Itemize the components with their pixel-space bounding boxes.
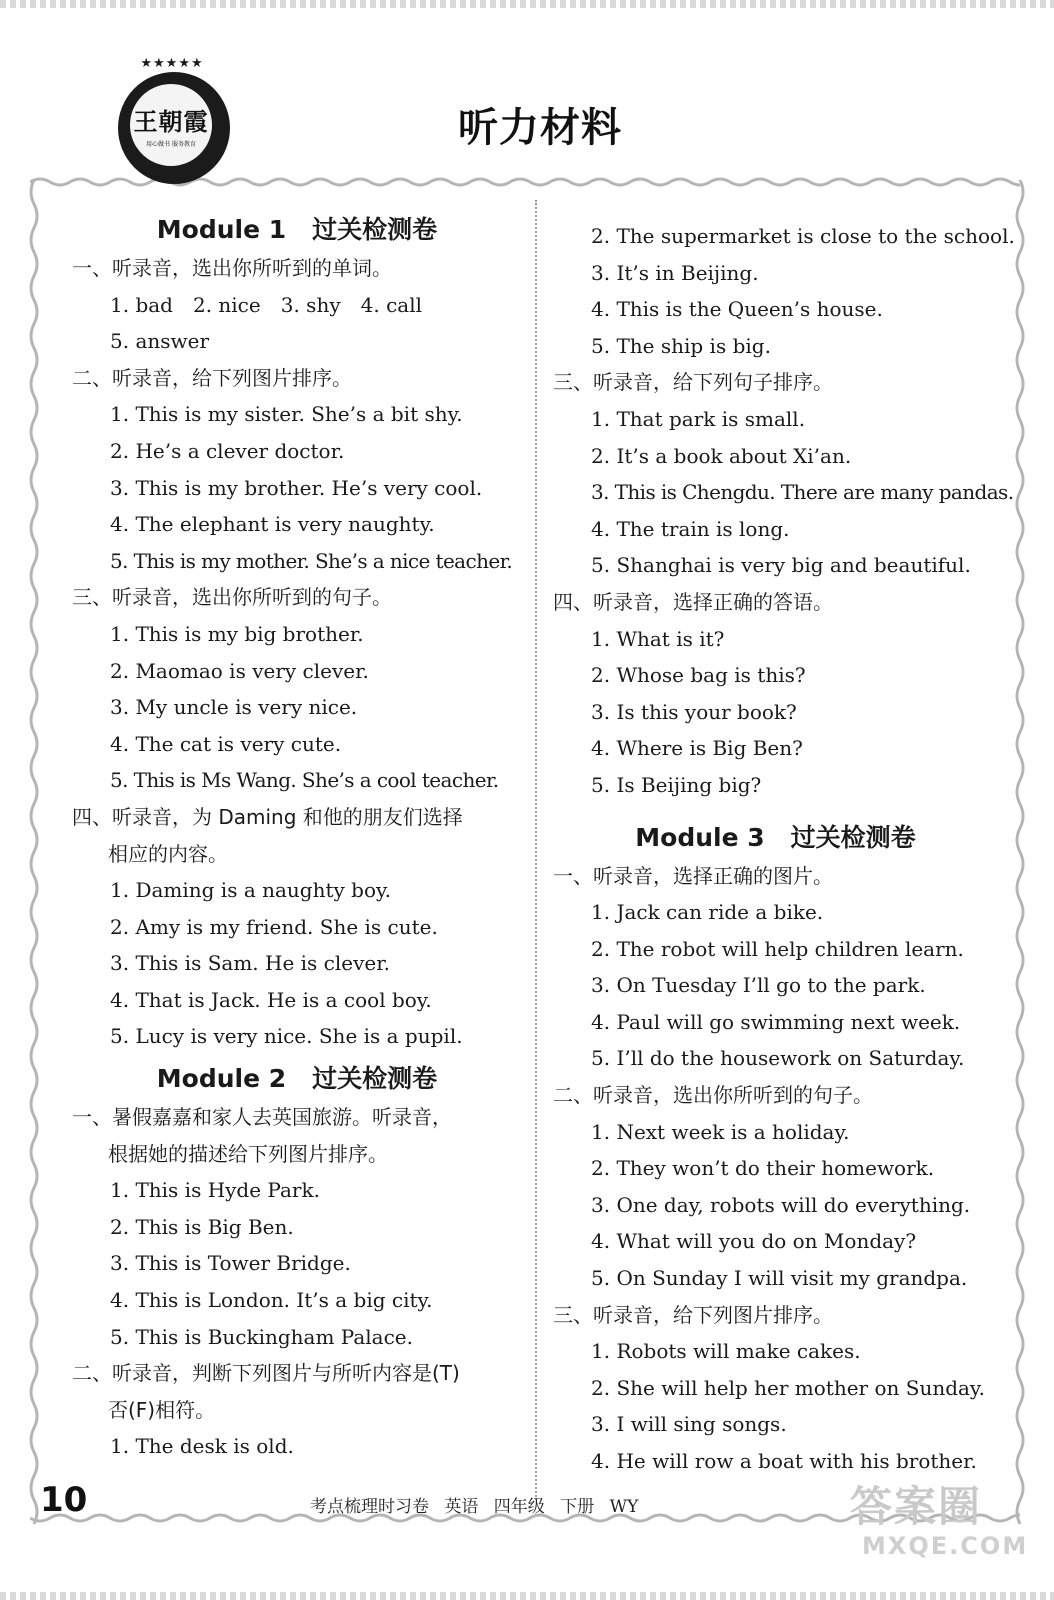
m2-s2-heading-line1: 二、听录音，判断下列图片与所听内容是(T)	[72, 1361, 460, 1386]
list-item: 2. This is Big Ben.	[110, 1214, 294, 1239]
m1-section-2-heading: 二、听录音，给下列图片排序。	[72, 365, 352, 390]
list-item: 1. This is Hyde Park.	[110, 1178, 320, 1203]
list-item: 2. Maomao is very clever.	[110, 658, 369, 683]
m2-section-3-heading: 三、听录音，给下列句子排序。	[553, 370, 833, 395]
list-item: 5. I’ll do the housework on Saturday.	[591, 1046, 965, 1071]
list-item: 2. He’s a clever doctor.	[110, 438, 345, 463]
list-item: 4. Where is Big Ben?	[591, 736, 803, 761]
book-info: 考点梳理时习卷 英语 四年级 下册 WY	[310, 1497, 639, 1517]
m2-section-1-heading	[72, 1099, 522, 1172]
watermark-logo: 答案圈	[850, 1482, 983, 1531]
list-item: 2. They won’t do their homework.	[591, 1156, 935, 1181]
list-item: 5. On Sunday I will visit my grandpa.	[591, 1266, 968, 1291]
m2-s1-heading-line1: 一、暑假嘉嘉和家人去英国旅游。听录音，	[72, 1105, 452, 1130]
m2-section-2-heading	[72, 1355, 522, 1428]
bottom-frame-border	[0, 1592, 1054, 1600]
module-3-title-label: 过关检测卷	[790, 822, 916, 852]
list-item: 3. It’s in Beijing.	[591, 260, 759, 285]
m1-section-4-heading	[72, 799, 522, 872]
list-item: 5. Is Beijing big?	[591, 772, 762, 797]
module-2-title	[72, 1059, 522, 1099]
m3-section-3-heading: 三、听录音，给下列图片排序。	[553, 1302, 833, 1327]
publisher-logo	[112, 56, 230, 182]
m3-section-1-heading: 一、听录音，选择正确的图片。	[553, 863, 833, 888]
page-title: 听力材料	[458, 105, 622, 151]
list-item: 3. This is Tower Bridge.	[110, 1251, 351, 1276]
list-item: 4. The cat is very cute.	[110, 731, 342, 756]
left-wavy-border	[28, 180, 40, 1530]
right-column	[553, 218, 1015, 1480]
module-3-title	[553, 818, 998, 858]
list-item: 4. Paul will go swimming next week.	[591, 1009, 961, 1034]
list-item: 3. This is Chengdu. There are many pandas.	[591, 480, 1014, 505]
list-item: 5. This is Ms Wang. She’s a cool teacher.	[110, 768, 499, 793]
list-item: 5. This is Buckingham Palace.	[110, 1324, 413, 1349]
list-item: 3. This is my brother. He’s very cool.	[110, 475, 483, 500]
list-item: 1. The desk is old.	[110, 1434, 294, 1459]
logo-seal-center	[130, 84, 212, 166]
list-item: 1. bad	[110, 292, 173, 317]
list-item: 1. What is it?	[591, 626, 725, 651]
list-item: 3. shy	[280, 292, 341, 317]
list-item: 3. Is this your book?	[591, 699, 797, 724]
m2-s2-heading-line2: 否(F)相符。	[108, 1397, 216, 1422]
m1-section-3-heading: 三、听录音，选出你所听到的句子。	[72, 585, 392, 610]
logo-name: 王朝霞	[133, 107, 209, 136]
right-wavy-border	[1014, 180, 1026, 1530]
list-item: 5. Shanghai is very big and beautiful.	[591, 553, 971, 578]
list-item: 4. The train is long.	[591, 516, 790, 541]
list-item: 2. The supermarket is close to the school.	[591, 224, 1015, 248]
list-item: 5. This is my mother. She’s a nice teacher.	[110, 548, 513, 573]
list-item: 2. nice	[192, 292, 261, 317]
list-item: 5. The ship is big.	[591, 333, 771, 358]
list-item: 1. Robots will make cakes.	[591, 1339, 861, 1364]
list-item: 5. answer	[110, 329, 210, 354]
left-column	[72, 210, 522, 1465]
list-item: 2. She will help her mother on Sunday.	[591, 1375, 985, 1400]
list-item: 3. My uncle is very nice.	[110, 695, 358, 720]
module-1-title-label: 过关检测卷	[312, 215, 438, 244]
list-item: 4. This is the Queen’s house.	[591, 297, 883, 322]
page-number: 10	[40, 1480, 88, 1520]
star-icons: ★★★★★	[140, 56, 204, 71]
m3-section-2-heading: 二、听录音，选出你所听到的句子。	[553, 1083, 873, 1108]
m1-s4-heading-line2: 相应的内容。	[108, 841, 228, 866]
list-item: 3. One day, robots will do everything.	[591, 1192, 971, 1217]
column-divider	[535, 200, 537, 1500]
list-item: 1. Daming is a naughty boy.	[110, 878, 392, 903]
module-2-title-name: Module 2	[156, 1064, 287, 1094]
m1-section-1-heading: 一、听录音，选出你所听到的单词。	[72, 256, 392, 280]
module-1-title-name: Module 1	[156, 215, 287, 244]
watermark-url: MXQE.COM	[862, 1532, 1029, 1560]
list-item: 3. On Tuesday I’ll go to the park.	[591, 973, 926, 998]
module-3-title-name: Module 3	[635, 822, 765, 852]
m1-s1-word-row	[72, 287, 522, 324]
list-item: 4. call	[360, 292, 422, 317]
module-1-title	[72, 210, 522, 250]
list-item: 3. This is Sam. He is clever.	[110, 951, 390, 976]
top-frame-border	[0, 0, 1054, 8]
list-item: 4. He will row a boat with his brother.	[591, 1449, 977, 1473]
list-item: 4. The elephant is very naughty.	[110, 512, 435, 537]
list-item: 4. This is London. It’s a big city.	[110, 1288, 433, 1313]
m1-s4-heading-line1: 四、听录音，为 Daming 和他的朋友们选择	[72, 804, 463, 829]
list-item: 1. Jack can ride a bike.	[591, 900, 824, 925]
list-item: 4. That is Jack. He is a cool boy.	[110, 987, 432, 1012]
module-2-title-label: 过关检测卷	[312, 1064, 438, 1094]
list-item: 2. It’s a book about Xi’an.	[591, 443, 852, 468]
list-item: 2. Whose bag is this?	[591, 663, 806, 688]
list-item: 1. That park is small.	[591, 406, 806, 431]
m2-section-4-heading: 四、听录音，选择正确的答语。	[553, 589, 833, 614]
list-item: 5. Lucy is very nice. She is a pupil.	[110, 1024, 463, 1049]
list-item: 3. I will sing songs.	[591, 1412, 787, 1437]
m2-s1-heading-line2: 根据她的描述给下列图片排序。	[108, 1141, 388, 1166]
list-item: 1. This is my sister. She’s a bit shy.	[110, 402, 463, 427]
list-item: 4. What will you do on Monday?	[591, 1229, 917, 1254]
list-item: 2. The robot will help children learn.	[591, 936, 964, 961]
list-item: 1. This is my big brother.	[110, 621, 364, 646]
list-item: 2. Amy is my friend. She is cute.	[110, 914, 438, 939]
logo-slogan: 用心做书 服务教育	[146, 141, 196, 148]
list-item: 1. Next week is a holiday.	[591, 1119, 850, 1144]
